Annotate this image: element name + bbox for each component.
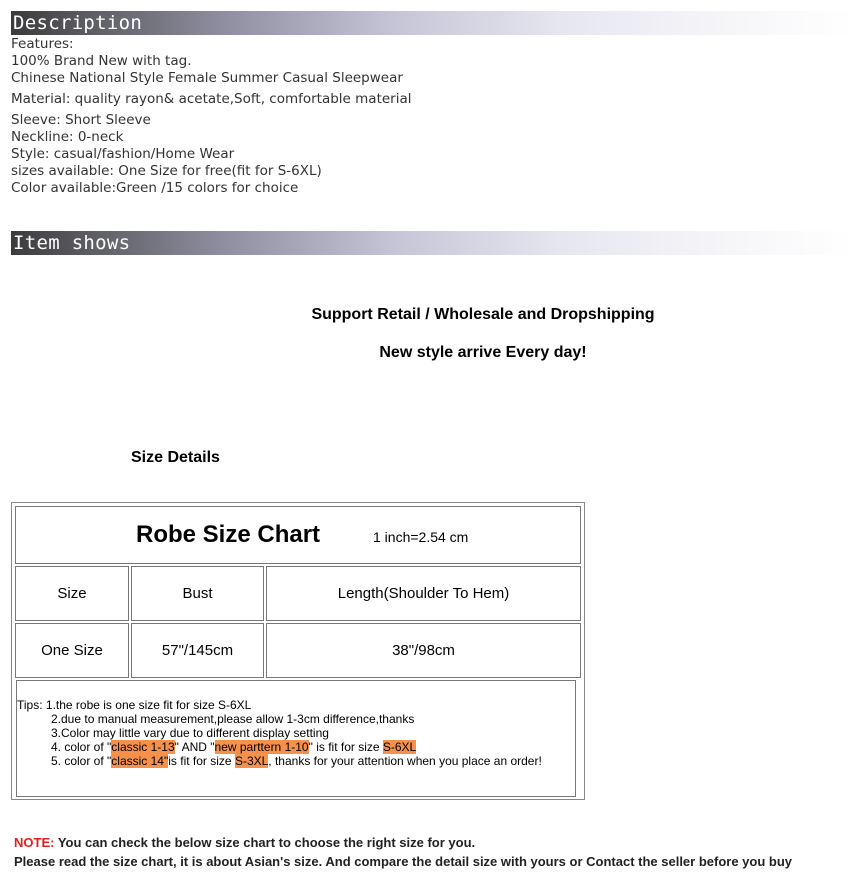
cell-size: One Size bbox=[15, 623, 129, 678]
tip-4-highlight-new-pattern: new parttern 1-10 bbox=[214, 740, 309, 754]
note-label: NOTE: bbox=[14, 835, 55, 850]
tip-1: Tips: 1.the robe is one size fit for size S-6XL bbox=[17, 698, 252, 712]
promo-line-1: Support Retail / Wholesale and Dropshipping bbox=[311, 306, 655, 323]
tip-5-highlight-size: S-3XL bbox=[234, 754, 269, 768]
tip-5-text: is fit for size bbox=[168, 754, 235, 768]
tip-3: 3.Color may little vary due to different display setting bbox=[51, 726, 329, 740]
size-details-label: Size Details bbox=[131, 449, 220, 466]
cell-bust: 57"/145cm bbox=[131, 623, 264, 678]
description-banner bbox=[11, 11, 856, 35]
tip-4-text: " is fit for size bbox=[308, 740, 383, 754]
tip-4-highlight-size: S-6XL bbox=[382, 740, 417, 754]
feature-line: sizes available: One Size for free(fit for S-6XL) bbox=[11, 163, 322, 179]
cell-length: 38"/98cm bbox=[266, 623, 581, 678]
feature-line: Neckline: 0-neck bbox=[11, 129, 124, 145]
size-chart-table bbox=[11, 502, 585, 800]
feature-line: Color available:Green /15 colors for choice bbox=[11, 180, 299, 196]
description-heading: Description bbox=[13, 12, 143, 34]
tip-4-text: 4. color of " bbox=[51, 740, 112, 754]
header-size: Size bbox=[15, 566, 129, 621]
header-length: Length(Shoulder To Hem) bbox=[266, 566, 581, 621]
features-list bbox=[11, 36, 412, 197]
chart-title-cell bbox=[15, 506, 581, 564]
note-text: You can check the below size chart to choose the right size for you. bbox=[54, 835, 476, 850]
tip-4 bbox=[51, 740, 416, 754]
tip-5-text: 5. color of " bbox=[51, 754, 112, 768]
tips-box bbox=[16, 680, 576, 797]
note-line-1 bbox=[14, 835, 475, 850]
item-shows-banner bbox=[11, 231, 856, 255]
tip-5 bbox=[51, 754, 542, 768]
feature-line: Chinese National Style Female Summer Casual Sleepwear bbox=[11, 70, 403, 86]
feature-line: Sleeve: Short Sleeve bbox=[11, 112, 151, 128]
feature-line: Material: quality rayon& acetate,Soft, comfortable material bbox=[11, 91, 412, 107]
feature-line: 100% Brand New with tag. bbox=[11, 53, 192, 69]
header-bust: Bust bbox=[131, 566, 264, 621]
tip-4-text: " AND " bbox=[174, 740, 215, 754]
tip-2: 2.due to manual measurement,please allow 1-3cm difference,thanks bbox=[51, 712, 415, 726]
feature-line: Style: casual/fashion/Home Wear bbox=[11, 146, 235, 162]
feature-line: Features: bbox=[11, 36, 74, 52]
tip-5-text: , thanks for your attention when you place an order! bbox=[268, 754, 542, 768]
promo-line-2: New style arrive Every day! bbox=[379, 344, 587, 361]
chart-title: Robe Size Chart bbox=[136, 521, 321, 548]
tip-4-highlight-classic: classic 1-13 bbox=[111, 740, 175, 754]
tip-5-highlight-classic: classic 14" bbox=[111, 754, 169, 768]
item-shows-heading: Item shows bbox=[13, 232, 131, 254]
chart-unit-note: 1 inch=2.54 cm bbox=[373, 529, 469, 545]
note-line-2: Please read the size chart, it is about Asian's size. And compare the detail size with yours or Contact the seller before you buy bbox=[14, 854, 793, 869]
